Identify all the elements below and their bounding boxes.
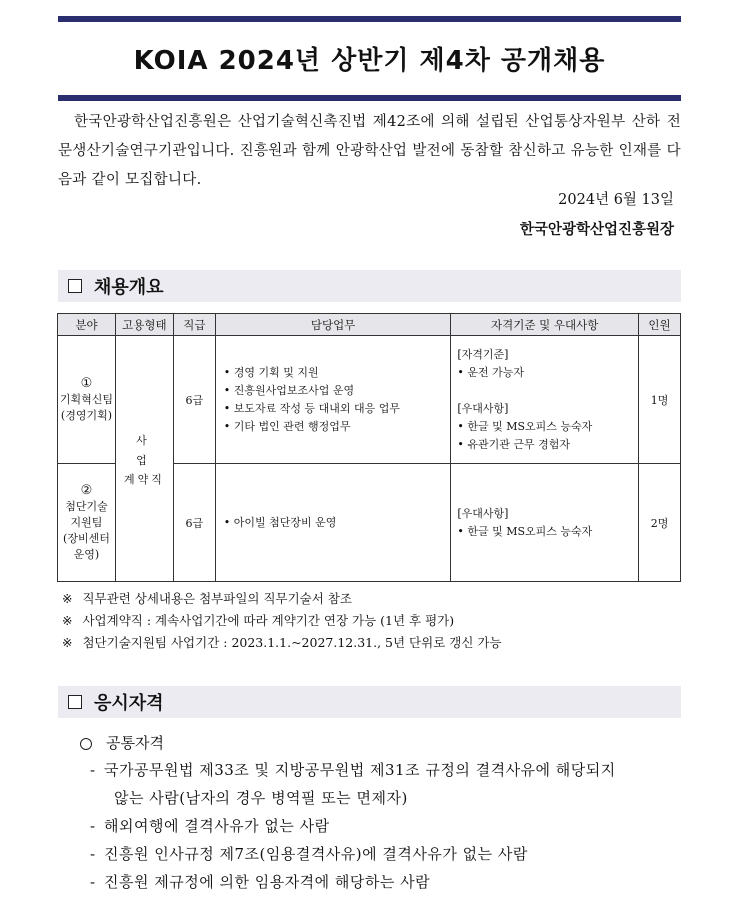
column-header: 인원 bbox=[639, 314, 681, 336]
intro-paragraph: 한국안광학산업진흥원은 산업기술혁신촉진법 제42조에 의해 설립된 산업통상자원부 산하 전문생산기술연구기관입니다. 진흥원과 함께 안광학산업 발전에 동참할 참신하고 유능한 인재를 다음과 같이 모집합니다. bbox=[58, 114, 681, 188]
preference-item: • 한글 및 MS오피스 능숙자 bbox=[457, 419, 593, 433]
headcount-cell: 1명 bbox=[639, 336, 681, 464]
grade-cell: 6급 bbox=[173, 336, 215, 464]
field-name: 기획혁신팀 bbox=[59, 392, 114, 406]
duties-cell bbox=[215, 464, 451, 582]
section-title: 채용개요 bbox=[94, 277, 164, 298]
eligibility-block bbox=[80, 730, 690, 896]
duty-item: • 기타 법인 관련 행정업무 bbox=[223, 419, 351, 433]
row-number: ① bbox=[80, 375, 93, 391]
field-subname: 운영) bbox=[73, 547, 100, 561]
issuer-name: 한국안광학산업진흥원장 bbox=[519, 221, 674, 238]
preference-title: [우대사항] bbox=[457, 506, 509, 520]
note-item: ※ 첨단기술지원팀 사업기간 : 2023.1.1.~2027.12.31., 5년 단위로 갱신 가능 bbox=[62, 632, 502, 654]
common-qualification-heading bbox=[80, 730, 690, 756]
note-item: ※ 사업계약직 : 계속사업기간에 따라 계약기간 연장 가능 (1년 후 평가) bbox=[62, 610, 502, 632]
qualification-cell bbox=[451, 464, 639, 582]
section-header-eligibility bbox=[58, 686, 681, 718]
row-number: ② bbox=[80, 482, 93, 498]
requirement-text-continued: 않는 사람(남자의 경우 병역필 또는 면제자) bbox=[114, 789, 408, 807]
note-item: ※ 직무관련 상세내용은 첨부파일의 직무기술서 참조 bbox=[62, 588, 502, 610]
column-header: 담당업무 bbox=[215, 314, 451, 336]
headcount-cell: 2명 bbox=[639, 464, 681, 582]
field-cell bbox=[58, 464, 116, 582]
announcement-date: 2024년 6월 13일 bbox=[558, 192, 674, 208]
field-name: 지원팀 bbox=[70, 515, 103, 529]
notes-list bbox=[62, 588, 502, 654]
title-top-rule bbox=[58, 16, 681, 22]
checkbox-square-icon bbox=[68, 279, 82, 293]
column-header: 분야 bbox=[58, 314, 116, 336]
preference-item: • 유관기관 근무 경험자 bbox=[457, 437, 570, 451]
page-title: KOIA 2024년 상반기 제4차 공개채용 bbox=[133, 46, 606, 76]
section-header-overview bbox=[58, 270, 681, 302]
column-header: 고용형태 bbox=[115, 314, 173, 336]
column-header: 직급 bbox=[173, 314, 215, 336]
qualification-cell bbox=[451, 336, 639, 464]
duty-item: • 아이빌 첨단장비 운영 bbox=[223, 515, 337, 529]
requirement-item: - 해외여행에 결격사유가 없는 사람 bbox=[90, 817, 330, 835]
duty-item: • 진흥원사업보조사업 운영 bbox=[223, 383, 355, 397]
grade-cell: 6급 bbox=[173, 464, 215, 582]
circle-bullet-icon bbox=[80, 738, 92, 750]
preference-title: [우대사항] bbox=[457, 401, 509, 415]
employment-type: 사 업 bbox=[136, 433, 163, 467]
duty-item: • 경영 기획 및 지원 bbox=[223, 365, 319, 379]
preference-item: • 한글 및 MS오피스 능숙자 bbox=[457, 524, 593, 538]
field-name: 첨단기술 bbox=[65, 499, 108, 513]
table-row bbox=[58, 336, 681, 464]
common-title: 공통자격 bbox=[106, 734, 164, 752]
qualification-item: • 운전 가능자 bbox=[457, 365, 524, 379]
requirement-text: 해외여행에 결격사유가 없는 사람 bbox=[104, 817, 330, 835]
title-bottom-rule bbox=[58, 95, 681, 101]
qualification-title: [자격기준] bbox=[457, 347, 509, 361]
field-cell bbox=[58, 336, 116, 464]
column-header: 자격기준 및 우대사항 bbox=[451, 314, 639, 336]
requirement-text: 진흥원 인사규정 제7조(임용결격사유)에 결격사유가 없는 사람 bbox=[104, 845, 528, 863]
requirement-item: - 진흥원 제규정에 의한 임용자격에 해당하는 사람 bbox=[90, 873, 431, 891]
recruitment-table bbox=[57, 313, 681, 582]
requirement-text: 진흥원 제규정에 의한 임용자격에 해당하는 사람 bbox=[104, 873, 431, 891]
table-header-row bbox=[58, 314, 681, 336]
employment-type: 계약직 bbox=[123, 472, 165, 486]
employment-type-cell bbox=[115, 336, 173, 582]
duty-item: • 보도자료 작성 등 대내외 대응 업무 bbox=[223, 401, 401, 415]
requirement-item: - 진흥원 인사규정 제7조(임용결격사유)에 결격사유가 없는 사람 bbox=[90, 845, 528, 863]
requirement-item: - 국가공무원법 제33조 및 지방공무원법 제31조 규정의 결격사유에 해당되지 않는 사람(남자의 경우 병역필 또는 면제자) bbox=[80, 756, 690, 812]
field-subname: (장비센터 bbox=[63, 531, 110, 545]
section-title: 응시자격 bbox=[94, 693, 164, 714]
field-subname: (경영기획) bbox=[60, 408, 112, 422]
requirement-text: 국가공무원법 제33조 및 지방공무원법 제31조 규정의 결격사유에 해당되지 bbox=[104, 761, 616, 779]
duties-cell bbox=[215, 336, 451, 464]
checkbox-square-icon bbox=[68, 695, 82, 709]
